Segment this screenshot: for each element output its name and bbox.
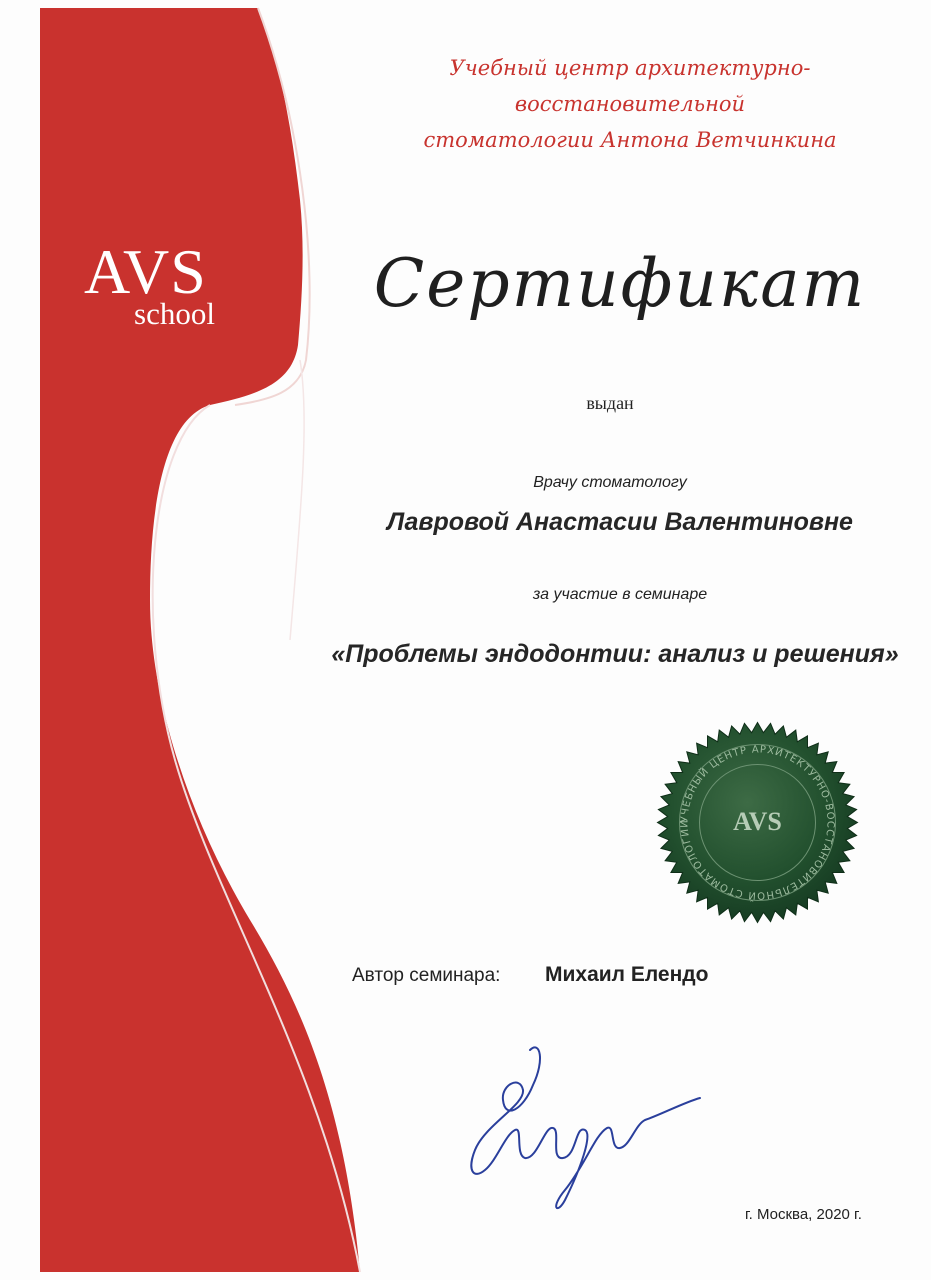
- organization-line-1: Учебный центр архитектурно-восстановительной: [449, 56, 811, 116]
- author-label: Автор семинара:: [352, 965, 501, 986]
- logo-sub-text: school: [134, 296, 215, 331]
- recipient-name: Лавровой Анастасии Валентиновне: [387, 508, 853, 536]
- issued-label: выдан: [586, 393, 634, 413]
- participation-reason: за участие в семинаре: [532, 586, 708, 603]
- recipient-role: Врачу стоматологу: [533, 474, 687, 491]
- logo-main-text: AVS: [84, 236, 207, 307]
- organization-line-2: стоматологии Антона Ветчинкина: [423, 128, 837, 152]
- handwritten-signature: [445, 1030, 705, 1220]
- author-name: Михаил Елендо: [545, 963, 709, 986]
- seal-ring-text: УЧЕБНЫЙ ЦЕНТР АРХИТЕКТУРНО-ВОССТАНОВИТЕЛЬНОЙ СТОМАТОЛОГИИ: [679, 744, 836, 901]
- organization-name: [370, 50, 890, 158]
- certificate-title: Сертификат: [373, 245, 867, 322]
- seal-logo-text: AVS: [733, 807, 782, 836]
- seminar-title: «Проблемы эндодонтии: анализ и решения»: [331, 640, 899, 668]
- green-seal: [655, 720, 860, 925]
- place-and-date: г. Москва, 2020 г.: [745, 1206, 862, 1223]
- avs-school-logo: [84, 236, 215, 331]
